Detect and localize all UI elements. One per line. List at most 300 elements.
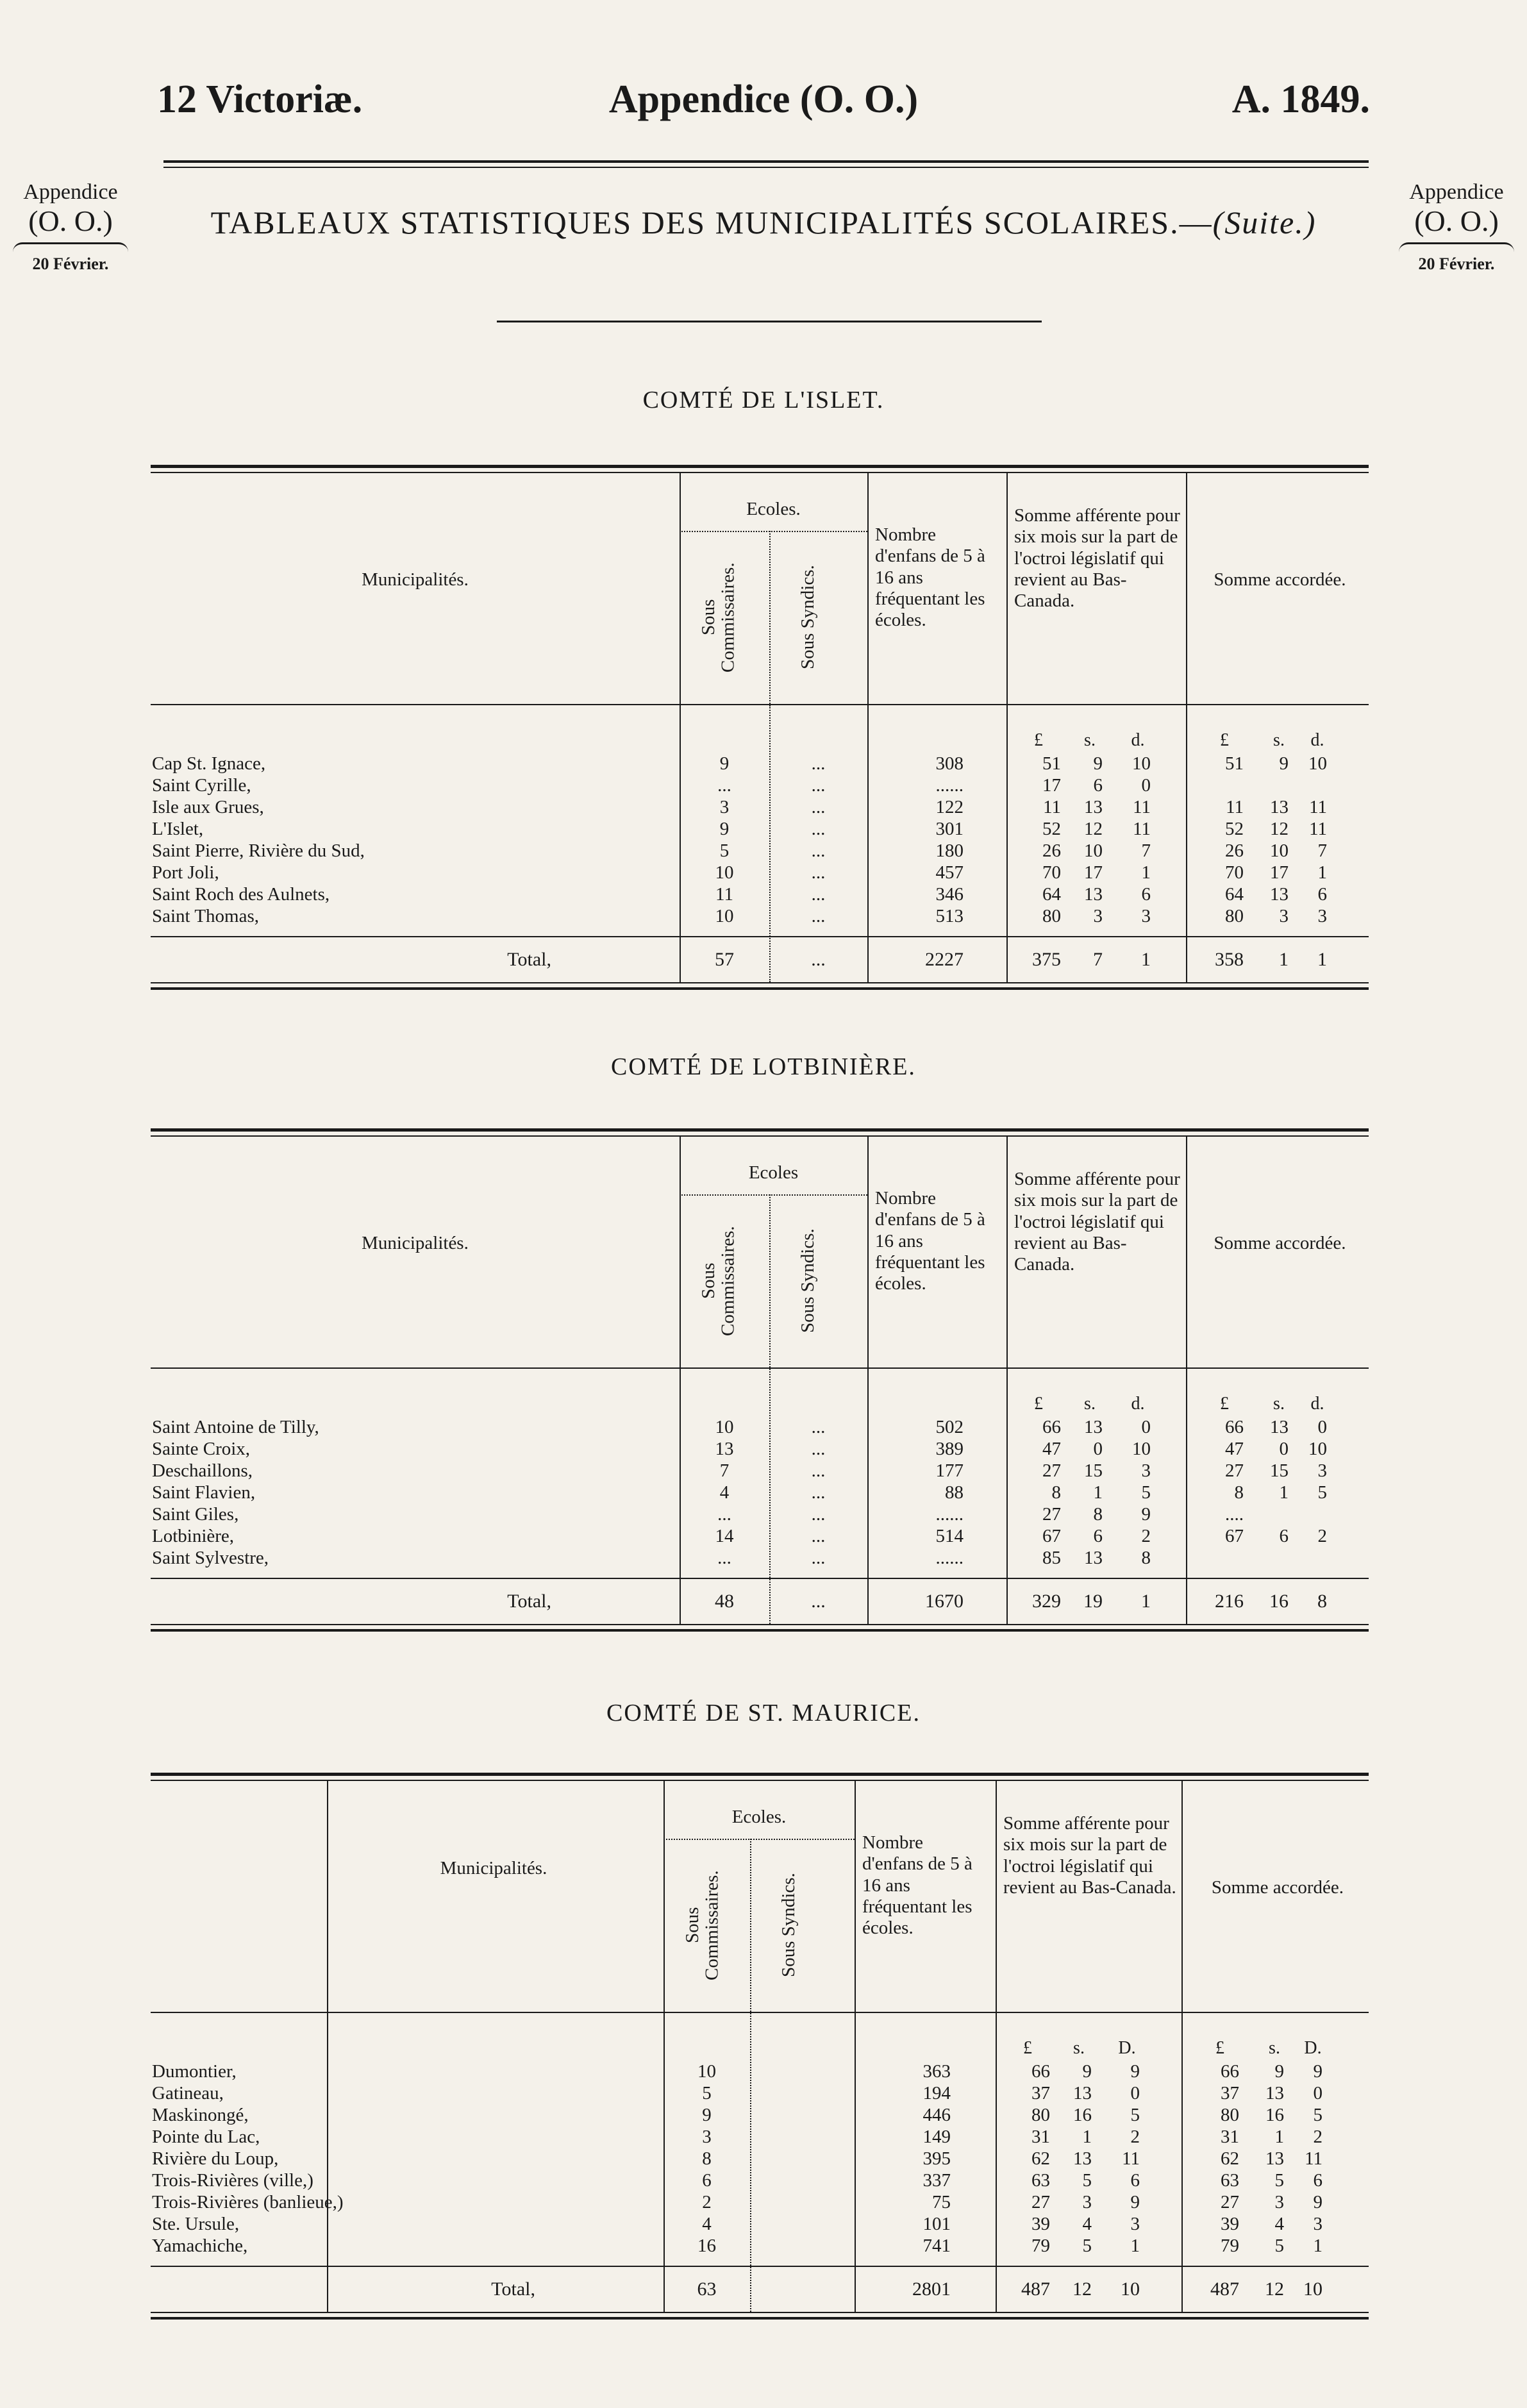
- sous-syndics-count: ...: [811, 1504, 826, 1525]
- accordee-shillings: 17: [1270, 862, 1289, 883]
- enfants-count: 194: [922, 2083, 951, 2103]
- header-municipalites: Municipalités.: [362, 569, 469, 590]
- table-header: [151, 473, 1369, 705]
- afferente-shillings: 9: [1082, 2061, 1092, 2082]
- section-title-islet: COMTÉ DE L'ISLET.: [642, 387, 885, 414]
- enfants-count: 395: [922, 2148, 951, 2169]
- municipality-name: Saint Pierre, Rivière du Sud,: [152, 840, 365, 861]
- afferente-pence: 10: [1132, 1439, 1151, 1459]
- accordee-pounds: 26: [1225, 840, 1244, 861]
- column-divider: [855, 1781, 856, 2012]
- sous-syndics-count: ...: [811, 1548, 826, 1568]
- accordee-pence: 7: [1317, 840, 1327, 861]
- total-sous-commissaires: 57: [715, 949, 734, 970]
- sous-commissaires-count: 3: [719, 797, 730, 817]
- municipality-name: Saint Cyrille,: [152, 775, 251, 796]
- table-row: [151, 774, 1369, 796]
- accordee-shillings: 13: [1270, 797, 1289, 817]
- total-enfants: 2801: [912, 2278, 951, 2300]
- total-accordee-shillings: 12: [1265, 2278, 1284, 2300]
- afferente-pounds: 51: [1042, 753, 1061, 774]
- afferente-pence: 11: [1122, 2148, 1140, 2169]
- header-somme-accordee: Somme accordée.: [1214, 569, 1346, 590]
- title-rule: [497, 321, 1042, 322]
- accordee-shillings: 9: [1279, 753, 1289, 774]
- margin-note-code: (O. O.): [28, 205, 113, 238]
- afferente-pence: 1: [1130, 2236, 1140, 2256]
- pound-unit: £: [1220, 730, 1229, 750]
- accordee-pence: 9: [1313, 2192, 1323, 2212]
- table-row: [151, 2148, 1369, 2170]
- enfants-count: 177: [935, 1460, 964, 1481]
- afferente-pounds: 11: [1043, 797, 1061, 817]
- afferente-pence: 5: [1130, 2105, 1140, 2125]
- header-ecoles: Ecoles.: [731, 1807, 787, 1827]
- accordee-pounds: 80: [1225, 906, 1244, 926]
- total-sous-commissaires: 63: [697, 2278, 717, 2300]
- running-head-right: A. 1849.: [1231, 78, 1370, 121]
- total-label: Total,: [507, 949, 551, 970]
- sous-commissaires-count: 10: [715, 1417, 734, 1437]
- total-row: [151, 1578, 1369, 1624]
- header-somme-afferente: Somme afférente pour six mois sur la part de l'octroi législatif qui revient au Bas-Canada.: [1014, 1169, 1180, 1275]
- total-afferente-pence: 1: [1141, 949, 1151, 970]
- sous-syndics-count: ...: [811, 1482, 826, 1503]
- enfants-count: 337: [922, 2170, 951, 2191]
- title-suffix: (Suite.): [1212, 205, 1317, 240]
- header-ecoles: Ecoles.: [746, 499, 801, 519]
- shilling-unit: s.: [1273, 1394, 1285, 1414]
- table-bottom-rule: [151, 1624, 1369, 1632]
- header-municipalites: Municipalités.: [440, 1858, 547, 1878]
- afferente-pounds: 80: [1042, 906, 1061, 926]
- column-divider: [769, 531, 771, 704]
- ecoles-underline: [680, 1194, 867, 1196]
- margin-brace: [1399, 242, 1514, 252]
- afferente-shillings: 4: [1082, 2214, 1092, 2234]
- pence-unit: D.: [1118, 2038, 1136, 2058]
- table-row: [151, 1416, 1369, 1438]
- municipality-name: Pointe du Lac,: [152, 2127, 260, 2147]
- sous-syndics-count: ...: [811, 819, 826, 839]
- municipality-name: Ste. Ursule,: [152, 2214, 240, 2234]
- accordee-shillings: 0: [1279, 1439, 1289, 1459]
- currency-units-row: [151, 2036, 1369, 2061]
- margin-brace: [13, 242, 128, 252]
- accordee-shillings: 13: [1270, 884, 1289, 905]
- table-lotbiniere: [151, 1128, 1369, 1632]
- afferente-pence: 3: [1130, 2214, 1140, 2234]
- shilling-unit: s.: [1273, 730, 1285, 750]
- table-top-rule: [151, 1773, 1369, 1781]
- afferente-pence: 6: [1141, 884, 1151, 905]
- shilling-unit: s.: [1084, 1394, 1096, 1414]
- total-label: Total,: [491, 2278, 535, 2300]
- afferente-pounds: 64: [1042, 884, 1061, 905]
- table-row: [151, 2104, 1369, 2126]
- table-row: [151, 862, 1369, 883]
- column-divider: [867, 1137, 869, 1367]
- accordee-pence: 3: [1313, 2214, 1323, 2234]
- pence-unit: d.: [1310, 730, 1324, 750]
- accordee-pence: 2: [1313, 2127, 1323, 2147]
- table-row: [151, 840, 1369, 862]
- enfants-count: 363: [922, 2061, 951, 2082]
- sous-syndics-count: ...: [811, 797, 826, 817]
- pence-unit: D.: [1304, 2038, 1322, 2058]
- afferente-pence: 9: [1130, 2192, 1140, 2212]
- municipality-name: Deschaillons,: [152, 1460, 253, 1481]
- pound-unit: £: [1220, 1394, 1229, 1414]
- accordee-shillings: 4: [1274, 2214, 1284, 2234]
- municipality-name: Rivière du Loup,: [152, 2148, 279, 2169]
- enfants-count: 741: [922, 2236, 951, 2256]
- accordee-pence: 5: [1317, 1482, 1327, 1503]
- table-body: [151, 2013, 1369, 2312]
- sous-syndics-count: ...: [811, 753, 826, 774]
- running-head-left: 12 Victoriæ.: [157, 78, 363, 121]
- accordee-pounds: 27: [1221, 2192, 1239, 2212]
- currency-units-row: [151, 728, 1369, 753]
- municipality-name: Maskinongé,: [152, 2105, 249, 2125]
- total-accordee-pounds: 487: [1210, 2278, 1239, 2300]
- enfants-count: 502: [935, 1417, 964, 1437]
- afferente-pence: 11: [1133, 797, 1151, 817]
- total-enfants: 2227: [925, 949, 964, 970]
- accordee-pence: 3: [1317, 1460, 1327, 1481]
- afferente-pence: 0: [1130, 2083, 1140, 2103]
- accordee-pence: 11: [1309, 819, 1327, 839]
- afferente-pounds: 27: [1042, 1504, 1061, 1525]
- accordee-shillings: 16: [1265, 2105, 1284, 2125]
- afferente-pounds: 27: [1031, 2192, 1050, 2212]
- accordee-shillings: 6: [1279, 1526, 1289, 1546]
- afferente-shillings: 13: [1084, 1548, 1103, 1568]
- column-divider: [996, 1781, 997, 2012]
- enfants-count: 514: [935, 1526, 964, 1546]
- enfants-count: ......: [935, 1548, 964, 1568]
- afferente-pence: 5: [1141, 1482, 1151, 1503]
- table-row: [151, 796, 1369, 818]
- sous-commissaires-count: ...: [717, 1548, 731, 1568]
- total-sous-syndics: ...: [811, 949, 826, 970]
- accordee-pounds: 8: [1234, 1482, 1244, 1503]
- municipality-name: Gatineau,: [152, 2083, 224, 2103]
- pence-unit: d.: [1131, 730, 1145, 750]
- table-row: [151, 2061, 1369, 2082]
- shilling-unit: s.: [1269, 2038, 1280, 2058]
- table-bottom-rule: [151, 2312, 1369, 2320]
- municipality-name: Saint Roch des Aulnets,: [152, 884, 330, 905]
- afferente-shillings: 15: [1084, 1460, 1103, 1481]
- enfants-count: ......: [935, 775, 964, 796]
- table-bottom-rule: [151, 982, 1369, 990]
- accordee-pence: 11: [1305, 2148, 1323, 2169]
- margin-note-date: 20 Février.: [32, 254, 109, 273]
- afferente-pounds: 62: [1031, 2148, 1050, 2169]
- afferente-pence: 11: [1133, 819, 1151, 839]
- header-sous-commissaires: Sous Commissaires.: [682, 1870, 722, 1980]
- sous-commissaires-count: 3: [702, 2127, 712, 2147]
- shilling-unit: s.: [1073, 2038, 1085, 2058]
- accordee-pounds: 31: [1221, 2127, 1239, 2147]
- enfants-count: 101: [922, 2214, 951, 2234]
- table-row: [151, 818, 1369, 840]
- total-afferente-pence: 10: [1121, 2278, 1140, 2300]
- afferente-pounds: 85: [1042, 1548, 1061, 1568]
- accordee-pounds: 66: [1225, 1417, 1244, 1437]
- enfants-count: 513: [935, 906, 964, 926]
- accordee-pounds: 70: [1225, 862, 1244, 883]
- accordee-shillings: 13: [1270, 1417, 1289, 1437]
- shilling-unit: s.: [1084, 730, 1096, 750]
- accordee-pounds: 62: [1221, 2148, 1239, 2169]
- afferente-shillings: 5: [1082, 2236, 1092, 2256]
- table-row: [151, 2235, 1369, 2257]
- accordee-pounds: ....: [1225, 1504, 1244, 1525]
- sous-commissaires-count: 5: [719, 840, 730, 861]
- afferente-pence: 0: [1141, 1417, 1151, 1437]
- pence-unit: d.: [1310, 1394, 1324, 1414]
- afferente-shillings: 3: [1082, 2192, 1092, 2212]
- afferente-shillings: 1: [1093, 1482, 1103, 1503]
- enfants-count: ......: [935, 1504, 964, 1525]
- table-row: [151, 1547, 1369, 1569]
- total-accordee-pence: 1: [1317, 949, 1327, 970]
- header-somme-afferente: Somme afférente pour six mois sur la part de l'octroi législatif qui revient au Bas-Canada.: [1014, 505, 1180, 612]
- municipality-name: L'Islet,: [152, 819, 204, 839]
- municipality-name: Cap St. Ignace,: [152, 753, 266, 774]
- sous-commissaires-count: 5: [702, 2083, 712, 2103]
- table-body: [151, 705, 1369, 982]
- section-title-st-maurice: COMTÉ DE ST. MAURICE.: [606, 1700, 921, 1727]
- accordee-pounds: 79: [1221, 2236, 1239, 2256]
- afferente-shillings: 0: [1093, 1439, 1103, 1459]
- total-row: [151, 2266, 1369, 2312]
- afferente-pence: 1: [1141, 862, 1151, 883]
- afferente-shillings: 13: [1073, 2148, 1092, 2169]
- table-spacer: [151, 2013, 1369, 2036]
- sous-commissaires-count: 4: [702, 2214, 712, 2234]
- table-spacer: [151, 2257, 1369, 2266]
- afferente-shillings: 1: [1082, 2127, 1092, 2147]
- pound-unit: £: [1034, 730, 1043, 750]
- header-sous-syndics: Sous Syndics.: [797, 1228, 818, 1334]
- municipality-name: Saint Flavien,: [152, 1482, 256, 1503]
- currency-units-row: [151, 1392, 1369, 1416]
- municipality-name: Lotbinière,: [152, 1526, 235, 1546]
- enfants-count: 308: [935, 753, 964, 774]
- afferente-pounds: 47: [1042, 1439, 1061, 1459]
- accordee-pence: 0: [1313, 2083, 1323, 2103]
- table-header: [151, 1137, 1369, 1369]
- column-divider: [1181, 1781, 1183, 2012]
- accordee-pounds: 11: [1226, 797, 1244, 817]
- enfants-count: 446: [922, 2105, 951, 2125]
- table-row: [151, 883, 1369, 905]
- title-main: TABLEAUX STATISTIQUES DES MUNICIPALITÉS SCOLAIRES.—: [210, 205, 1213, 240]
- total-afferente-shillings: 12: [1072, 2278, 1092, 2300]
- accordee-shillings: 5: [1274, 2236, 1284, 2256]
- sous-commissaires-count: 9: [719, 753, 730, 774]
- afferente-pence: 7: [1141, 840, 1151, 861]
- accordee-pence: 10: [1308, 753, 1327, 774]
- municipality-name: Yamachiche,: [152, 2236, 248, 2256]
- afferente-shillings: 17: [1084, 862, 1103, 883]
- total-sous-commissaires: 48: [715, 1591, 734, 1612]
- accordee-shillings: 13: [1265, 2083, 1284, 2103]
- afferente-pence: 3: [1141, 1460, 1151, 1481]
- table-row: [151, 1460, 1369, 1482]
- afferente-pence: 0: [1141, 775, 1151, 796]
- running-head-center: Appendice (O. O.): [608, 78, 919, 121]
- afferente-shillings: 6: [1093, 775, 1103, 796]
- pound-unit: £: [1034, 1394, 1043, 1414]
- afferente-pounds: 66: [1031, 2061, 1050, 2082]
- sous-syndics-count: ...: [811, 840, 826, 861]
- accordee-pounds: 67: [1225, 1526, 1244, 1546]
- margin-note-label: Appendice: [1409, 180, 1504, 204]
- header-sous-syndics: Sous Syndics.: [797, 565, 818, 670]
- accordee-shillings: 3: [1274, 2192, 1284, 2212]
- accordee-pence: 10: [1308, 1439, 1327, 1459]
- afferente-pounds: 63: [1031, 2170, 1050, 2191]
- margin-note-label: Appendice: [23, 180, 118, 204]
- afferente-pounds: 39: [1031, 2214, 1050, 2234]
- accordee-pence: 1: [1313, 2236, 1323, 2256]
- afferente-pence: 2: [1141, 1526, 1151, 1546]
- afferente-shillings: 9: [1093, 753, 1103, 774]
- sous-syndics-count: ...: [811, 1526, 826, 1546]
- sous-commissaires-count: 13: [715, 1439, 734, 1459]
- accordee-shillings: 10: [1270, 840, 1289, 861]
- afferente-shillings: 12: [1084, 819, 1103, 839]
- afferente-pounds: 37: [1031, 2083, 1050, 2103]
- municipality-name: Trois-Rivières (banlieue,): [152, 2192, 344, 2212]
- sous-commissaires-count: 11: [715, 884, 733, 905]
- afferente-shillings: 8: [1093, 1504, 1103, 1525]
- afferente-pence: 6: [1130, 2170, 1140, 2191]
- total-accordee-shillings: 16: [1269, 1591, 1289, 1612]
- header-sous-commissaires: Sous Commissaires.: [698, 562, 738, 673]
- column-divider: [327, 1781, 328, 2012]
- accordee-pence: 0: [1317, 1417, 1327, 1437]
- pound-unit: £: [1215, 2038, 1224, 2058]
- afferente-shillings: 5: [1082, 2170, 1092, 2191]
- afferente-pounds: 79: [1031, 2236, 1050, 2256]
- total-afferente-shillings: 19: [1083, 1591, 1103, 1612]
- afferente-shillings: 16: [1073, 2105, 1092, 2125]
- enfants-count: 149: [922, 2127, 951, 2147]
- enfants-count: 88: [945, 1482, 964, 1503]
- table-row: [151, 1525, 1369, 1547]
- sous-syndics-count: ...: [811, 1439, 826, 1459]
- accordee-pence: 3: [1317, 906, 1327, 926]
- afferente-pounds: 31: [1031, 2127, 1050, 2147]
- enfants-count: 122: [935, 797, 964, 817]
- ecoles-underline: [663, 1839, 855, 1840]
- municipality-name: Isle aux Grues,: [152, 797, 264, 817]
- total-enfants: 1670: [925, 1591, 964, 1612]
- sous-commissaires-count: 8: [702, 2148, 712, 2169]
- municipality-name: Sainte Croix,: [152, 1439, 251, 1459]
- column-divider: [1006, 1137, 1008, 1367]
- table-st-maurice: [151, 1773, 1369, 2320]
- table-row: [151, 2191, 1369, 2213]
- table-row: [151, 2082, 1369, 2104]
- column-divider: [1006, 473, 1008, 704]
- afferente-pence: 9: [1130, 2061, 1140, 2082]
- afferente-pounds: 27: [1042, 1460, 1061, 1481]
- sous-commissaires-count: 14: [715, 1526, 734, 1546]
- afferente-pence: 10: [1132, 753, 1151, 774]
- document-title: [0, 204, 1527, 241]
- total-afferente-pounds: 487: [1021, 2278, 1050, 2300]
- table-row: [151, 1503, 1369, 1525]
- accordee-pence: 5: [1313, 2105, 1323, 2125]
- total-afferente-pence: 1: [1141, 1591, 1151, 1612]
- afferente-shillings: 10: [1084, 840, 1103, 861]
- column-divider: [867, 473, 869, 704]
- sous-commissaires-count: 7: [719, 1460, 730, 1481]
- header-somme-accordee: Somme accordée.: [1214, 1233, 1346, 1253]
- accordee-pence: 6: [1313, 2170, 1323, 2191]
- accordee-shillings: 1: [1279, 1482, 1289, 1503]
- table-row: [151, 753, 1369, 774]
- afferente-pounds: 52: [1042, 819, 1061, 839]
- afferente-shillings: 13: [1084, 1417, 1103, 1437]
- pound-unit: £: [1023, 2038, 1032, 2058]
- accordee-pounds: 27: [1225, 1460, 1244, 1481]
- afferente-pounds: 17: [1042, 775, 1061, 796]
- header-nombre-enfans: Nombre d'enfans de 5 à 16 ans fréquentant les écoles.: [875, 1188, 985, 1294]
- afferente-pence: 2: [1130, 2127, 1140, 2147]
- table-islet: [151, 465, 1369, 990]
- table-top-rule: [151, 1128, 1369, 1137]
- total-afferente-pounds: 375: [1032, 949, 1061, 970]
- sous-syndics-count: ...: [811, 884, 826, 905]
- afferente-pounds: 26: [1042, 840, 1061, 861]
- sous-commissaires-count: 4: [719, 1482, 730, 1503]
- afferente-pounds: 70: [1042, 862, 1061, 883]
- table-top-rule: [151, 465, 1369, 473]
- column-divider: [750, 1839, 751, 2012]
- enfants-count: 75: [932, 2192, 951, 2212]
- pence-unit: d.: [1131, 1394, 1145, 1414]
- accordee-pounds: 39: [1221, 2214, 1239, 2234]
- total-sous-syndics: ...: [811, 1591, 826, 1612]
- accordee-pence: 9: [1313, 2061, 1323, 2082]
- sous-syndics-count: ...: [811, 1460, 826, 1481]
- accordee-shillings: 12: [1270, 819, 1289, 839]
- afferente-shillings: 13: [1084, 797, 1103, 817]
- sous-commissaires-count: 16: [697, 2236, 716, 2256]
- accordee-pounds: 80: [1221, 2105, 1239, 2125]
- header-nombre-enfans: Nombre d'enfans de 5 à 16 ans fréquentant les écoles.: [862, 1832, 972, 1939]
- column-divider: [1186, 473, 1187, 704]
- table-row: [151, 1482, 1369, 1503]
- total-accordee-pence: 8: [1317, 1591, 1327, 1612]
- sous-commissaires-count: 10: [697, 2061, 716, 2082]
- accordee-shillings: 5: [1274, 2170, 1284, 2191]
- accordee-pounds: 64: [1225, 884, 1244, 905]
- header-nombre-enfans: Nombre d'enfans de 5 à 16 ans fréquentant les écoles.: [875, 524, 985, 631]
- afferente-pounds: 8: [1051, 1482, 1061, 1503]
- sous-syndics-count: ...: [811, 906, 826, 926]
- enfants-count: 389: [935, 1439, 964, 1459]
- accordee-pence: 11: [1309, 797, 1327, 817]
- header-municipalites: Municipalités.: [362, 1233, 469, 1253]
